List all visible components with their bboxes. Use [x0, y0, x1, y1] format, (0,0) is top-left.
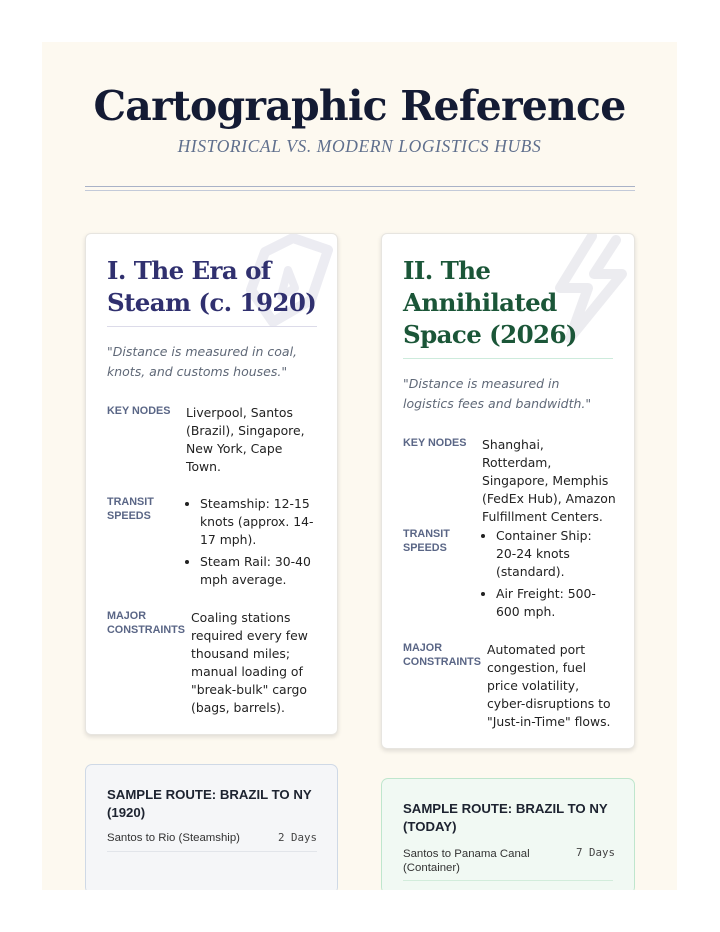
era-card-1920	[85, 233, 338, 735]
list-item: • Air Freight: 500-600 mph.	[496, 585, 614, 621]
constraints-value: Coaling stations required every few thousand miles; manual loading of "break-bulk" cargo (bags, barrels).	[191, 610, 308, 715]
transit-speeds-value	[186, 495, 316, 593]
route-divider	[107, 851, 317, 852]
title-divider-secondary	[85, 190, 635, 191]
reference-page	[42, 42, 677, 890]
era-divider	[107, 326, 317, 327]
transit-speeds-label: TRANSIT SPEEDS	[107, 496, 154, 522]
sample-route-today	[381, 778, 635, 890]
constraints-label: MAJOR CONSTRAINTS	[403, 642, 481, 668]
era-card-2026	[381, 233, 635, 749]
route-title: SAMPLE ROUTE: BRAZIL TO NY (TODAY)	[403, 801, 608, 834]
route-segment: Santos to Panama Canal (Container)	[403, 848, 530, 874]
route-duration: 7 Days	[576, 846, 616, 859]
list-item: • Steam Rail: 30-40 mph average.	[200, 553, 316, 589]
page-title: Cartographic Reference	[93, 82, 626, 130]
era-title: II. The Annihilated Space (2026)	[403, 256, 577, 349]
sample-route-1920	[85, 764, 338, 890]
key-nodes-value: Shanghai, Rotterdam, Singapore, Memphis (FedEx Hub), Amazon Fulfillment Centers.	[482, 437, 616, 524]
route-title: SAMPLE ROUTE: BRAZIL TO NY (1920)	[107, 787, 312, 820]
route-duration: 2 Days	[278, 831, 318, 844]
page-subtitle: HISTORICAL VS. MODERN LOGISTICS HUBS	[177, 136, 542, 156]
route-segment: Santos to Rio (Steamship)	[107, 832, 240, 844]
era-quote: "Distance is measured in logistics fees and bandwidth."	[403, 376, 592, 411]
title-divider	[85, 186, 635, 187]
era-title: I. The Era of Steam (c. 1920)	[107, 256, 317, 317]
era-quote: "Distance is measured in coal, knots, and customs houses."	[107, 344, 298, 379]
constraints-value: Automated port congestion, fuel price volatility, cyber-disruptions to "Just-in-Time" flows.	[487, 642, 611, 729]
list-item: • Container Ship: 20-24 knots (standard).	[496, 527, 614, 581]
key-nodes-label: KEY NODES	[107, 405, 171, 417]
constraints-label: MAJOR CONSTRAINTS	[107, 610, 185, 636]
era-divider	[403, 358, 613, 359]
key-nodes-label: KEY NODES	[403, 437, 467, 449]
route-divider	[403, 880, 613, 881]
key-nodes-value: Liverpool, Santos (Brazil), Singapore, New York, Cape Town.	[186, 405, 305, 474]
transit-speeds-label: TRANSIT SPEEDS	[403, 528, 450, 554]
list-item: • Steamship: 12-15 knots (approx. 14-17 mph).	[200, 495, 316, 549]
transit-speeds-value	[482, 527, 614, 625]
